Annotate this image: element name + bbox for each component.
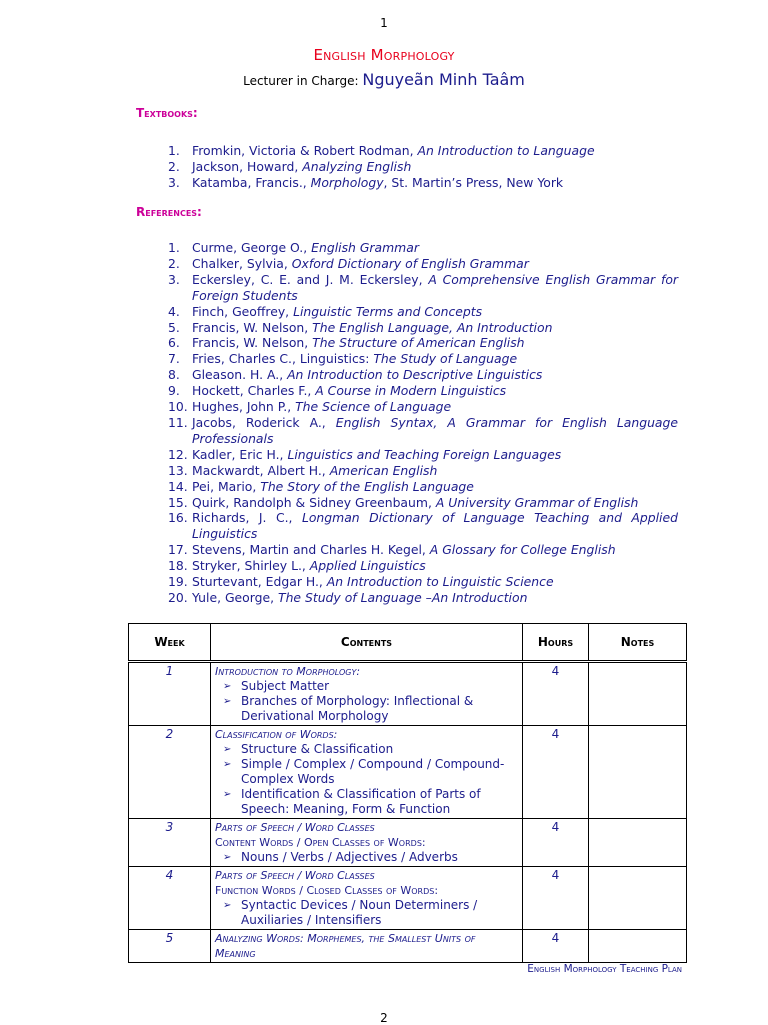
list-item	[168, 320, 678, 336]
item-title: Analyzing English	[302, 158, 412, 174]
item-title: Longman Dictionary of Language Teaching and Applied Linguistics	[192, 510, 678, 542]
arrow-bullet-icon: ➢	[223, 744, 232, 755]
list-item	[168, 510, 678, 542]
item-author: Francis, W. Nelson,	[192, 335, 313, 351]
page-number-top: 1	[380, 16, 388, 30]
list-item	[168, 143, 678, 159]
topic-item	[215, 757, 518, 787]
table-row	[129, 662, 687, 726]
item-title: The Study of Language	[373, 351, 518, 367]
item-title: English Grammar	[311, 240, 419, 255]
item-author: Eckersley, C. E. and J. M. Eckersley,	[192, 271, 429, 287]
arrow-bullet-icon: ➢	[223, 900, 232, 911]
item-title: Linguistic Terms and Concepts	[293, 303, 483, 319]
contents-cell	[211, 726, 523, 819]
topic-item-text: Subject Matter	[241, 679, 330, 693]
item-author: Sturtevant, Edgar H.,	[192, 574, 327, 590]
list-item	[168, 399, 678, 415]
topic-item-text: Simple / Complex / Compound / Compound-Complex Words	[241, 757, 505, 786]
references-list	[168, 240, 678, 606]
item-number: 14.	[168, 478, 188, 494]
contents-cell	[211, 867, 523, 930]
topic-item	[215, 742, 518, 757]
item-author: Jacobs, Roderick A.,	[192, 414, 336, 430]
arrow-bullet-icon: ➢	[223, 681, 232, 692]
topic-item	[215, 898, 518, 928]
contents-cell	[211, 662, 523, 726]
item-title: A Comprehensive English Grammar for Foreign Students	[192, 271, 678, 303]
item-number: 11.	[168, 414, 188, 430]
header-week: Week	[129, 624, 211, 662]
topic-title: Classification of Words:	[215, 728, 338, 741]
header-hours: Hours	[523, 624, 589, 662]
topic-title: Parts of Speech / Word Classes	[215, 821, 375, 834]
textbooks-list	[168, 143, 678, 191]
arrow-bullet-icon: ➢	[223, 696, 232, 707]
item-number: 3.	[168, 174, 180, 190]
item-author: Gleason. H. A.,	[192, 367, 288, 383]
topic-title: Analyzing Words: Morphemes, the Smallest Units of Meaning	[215, 932, 476, 960]
item-number: 9.	[168, 383, 180, 399]
item-number: 1.	[168, 143, 180, 158]
topic-item-text: Syntactic Devices / Noun Determiners / Auxiliaries / Intensifiers	[241, 898, 478, 927]
item-number: 15.	[168, 494, 188, 510]
item-author: Fromkin, Victoria & Robert Rodman,	[192, 143, 418, 158]
item-number: 17.	[168, 542, 188, 558]
item-number: 13.	[168, 462, 188, 478]
topic-item-text: Structure & Classification	[241, 742, 394, 756]
table-row	[129, 726, 687, 819]
week-cell: 5	[129, 930, 211, 963]
hours-cell: 4	[523, 819, 589, 867]
item-number: 5.	[168, 319, 180, 335]
hours-cell: 4	[523, 930, 589, 963]
topic-items	[215, 898, 518, 928]
topic-item-text: Identification & Classification of Parts of Speech: Meaning, Form & Function	[241, 787, 481, 816]
table-row	[129, 930, 687, 963]
topic-item	[215, 679, 518, 694]
list-item	[168, 415, 678, 447]
item-title: A University Grammar of English	[435, 494, 639, 510]
item-title: An Introduction to Linguistic Science	[326, 574, 554, 590]
list-item	[168, 351, 678, 367]
item-number: 12.	[168, 446, 188, 462]
page-number-bottom: 2	[380, 1011, 388, 1025]
notes-cell	[589, 819, 687, 867]
list-item	[168, 558, 678, 574]
list-item	[168, 479, 678, 495]
list-item	[168, 590, 678, 606]
item-author: Pei, Mario,	[192, 478, 261, 494]
list-item	[168, 272, 678, 304]
notes-cell	[589, 662, 687, 726]
references-heading: References:	[136, 205, 202, 219]
arrow-bullet-icon: ➢	[223, 789, 232, 800]
list-item	[168, 367, 678, 383]
table-header-row	[129, 624, 687, 662]
week-cell: 2	[129, 726, 211, 819]
item-title: The Study of Language –An Introduction	[278, 589, 528, 605]
item-author: Curme, George O.,	[192, 240, 312, 255]
item-number: 3.	[168, 271, 180, 287]
week-cell: 4	[129, 867, 211, 930]
item-number: 8.	[168, 367, 180, 383]
item-author: Quirk, Randolph & Sidney Greenbaum,	[192, 494, 436, 510]
item-title: The English Language, An Introduction	[312, 319, 553, 335]
table-body	[129, 662, 687, 963]
item-title: The Structure of American English	[312, 335, 525, 351]
item-number: 19.	[168, 574, 188, 590]
topic-item-text: Branches of Morphology: Inflectional & Derivational Morphology	[241, 694, 474, 723]
item-author: Yule, George,	[192, 589, 278, 605]
contents-cell	[211, 930, 523, 963]
item-author: Richards, J. C.,	[192, 510, 302, 526]
lecturer-line	[0, 70, 768, 89]
list-item	[168, 304, 678, 320]
week-cell: 3	[129, 819, 211, 867]
lecturer-name: Nguyeãn Minh Taâm	[362, 70, 525, 89]
item-author: Francis, W. Nelson,	[192, 319, 313, 335]
item-title: An Introduction to Descriptive Linguistics	[287, 367, 543, 383]
item-number: 2.	[168, 255, 180, 271]
item-title: Oxford Dictionary of English Grammar	[291, 255, 529, 271]
hours-cell: 4	[523, 726, 589, 819]
list-item	[168, 335, 678, 351]
topic-subtitle: Content Words / Open Classes of Words:	[215, 836, 426, 849]
arrow-bullet-icon: ➢	[223, 852, 232, 863]
list-item	[168, 240, 678, 256]
list-item	[168, 256, 678, 272]
item-author: Hughes, John P.,	[192, 399, 296, 415]
arrow-bullet-icon: ➢	[223, 759, 232, 770]
item-number: 1.	[168, 240, 180, 255]
item-publisher: , St. Martin’s Press, New York	[383, 174, 564, 190]
item-author: Finch, Geoffrey,	[192, 303, 294, 319]
list-item	[168, 447, 678, 463]
item-author: Jackson, Howard,	[192, 158, 303, 174]
item-author: Katamba, Francis.,	[192, 174, 311, 190]
item-author: Chalker, Sylvia,	[192, 255, 292, 271]
list-item	[168, 574, 678, 590]
week-cell: 1	[129, 662, 211, 726]
list-item	[168, 495, 678, 511]
topic-items	[215, 679, 518, 724]
item-author: Stevens, Martin and Charles H. Kegel,	[192, 542, 430, 558]
list-item	[168, 542, 678, 558]
item-title: The Story of the English Language	[260, 478, 474, 494]
topic-items	[215, 742, 518, 817]
item-number: 16.	[168, 510, 188, 526]
item-title: An Introduction to Language	[417, 143, 595, 158]
header-contents: Contents	[211, 624, 523, 662]
teaching-plan-table	[128, 623, 687, 963]
item-author: Stryker, Shirley L.,	[192, 558, 310, 574]
document-title: English Morphology	[313, 46, 455, 64]
item-number: 7.	[168, 351, 180, 367]
topic-item	[215, 694, 518, 724]
item-author: Hockett, Charles F.,	[192, 383, 316, 399]
table-row	[129, 819, 687, 867]
list-item	[168, 463, 678, 479]
item-title: Linguistics and Teaching Foreign Languages	[287, 446, 562, 462]
item-title: A Glossary for College English	[429, 542, 616, 558]
table-row	[129, 867, 687, 930]
item-title: American English	[329, 462, 438, 478]
item-author: Fries, Charles C., Linguistics:	[192, 351, 374, 367]
notes-cell	[589, 726, 687, 819]
textbooks-heading: Textbooks:	[136, 106, 198, 120]
topic-item	[215, 787, 518, 817]
item-number: 10.	[168, 399, 188, 415]
item-title: A Course in Modern Linguistics	[315, 383, 507, 399]
topic-items	[215, 850, 518, 865]
item-title: English Syntax, A Grammar for English Language Professionals	[192, 414, 678, 446]
list-item	[168, 383, 678, 399]
item-title: The Science of Language	[295, 399, 452, 415]
topic-item	[215, 850, 518, 865]
notes-cell	[589, 930, 687, 963]
item-author: Kadler, Eric H.,	[192, 446, 288, 462]
item-author: Mackwardt, Albert H.,	[192, 462, 330, 478]
item-title: Morphology	[310, 174, 384, 190]
lecturer-label: Lecturer in Charge:	[243, 74, 363, 88]
item-number: 2.	[168, 158, 180, 174]
list-item	[168, 175, 678, 191]
header-notes: Notes	[589, 624, 687, 662]
list-item	[168, 159, 678, 175]
hours-cell: 4	[523, 662, 589, 726]
topic-title: Introduction to Morphology:	[215, 665, 361, 678]
topic-subtitle: Function Words / Closed Classes of Words:	[215, 884, 439, 897]
notes-cell	[589, 867, 687, 930]
item-number: 6.	[168, 335, 180, 351]
contents-cell	[211, 819, 523, 867]
topic-title: Parts of Speech / Word Classes	[215, 869, 375, 882]
item-number: 20.	[168, 589, 188, 605]
footer-caption: English Morphology Teaching Plan	[527, 963, 682, 975]
hours-cell: 4	[523, 867, 589, 930]
item-title: Applied Linguistics	[309, 558, 426, 574]
item-number: 4.	[168, 303, 180, 319]
topic-item-text: Nouns / Verbs / Adjectives / Adverbs	[241, 850, 458, 864]
item-number: 18.	[168, 558, 188, 574]
